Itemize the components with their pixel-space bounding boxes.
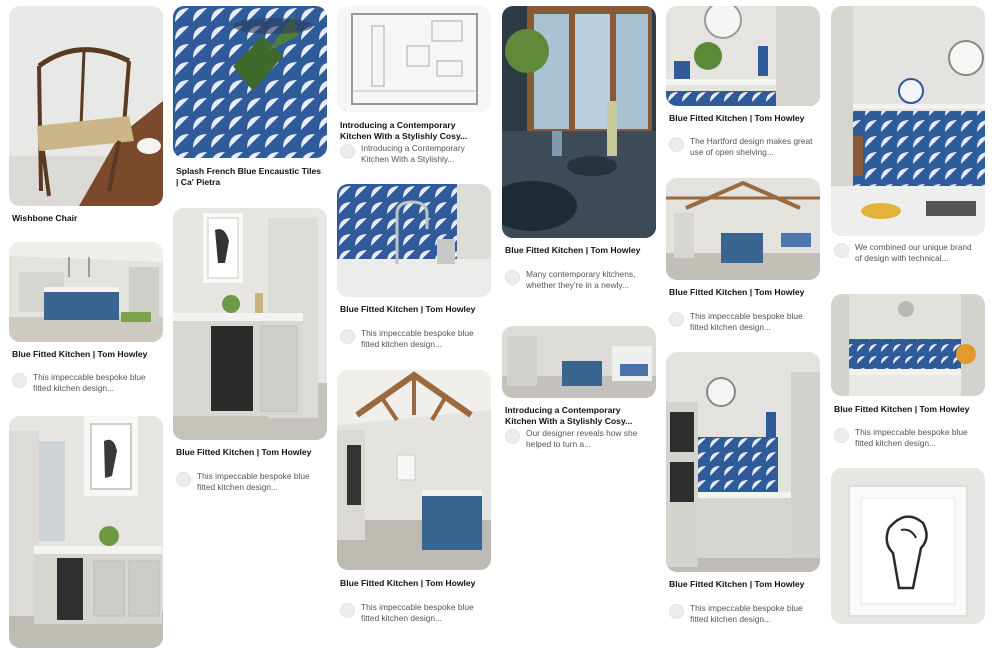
pin-image[interactable] — [502, 326, 656, 398]
pin-title[interactable]: Wishbone Chair — [12, 213, 78, 223]
creator-avatar[interactable] — [505, 429, 520, 444]
pin-description: Many contemporary kitchens, whether they're in a newly... — [526, 269, 636, 290]
creator-avatar[interactable] — [669, 137, 684, 152]
pin-image[interactable] — [9, 416, 163, 648]
pin-description: Our designer reveals how she helped to turn a... — [526, 428, 638, 449]
pin-image[interactable] — [831, 468, 985, 624]
pin-image[interactable] — [173, 208, 327, 440]
pin-description-row — [834, 242, 984, 263]
pin-image[interactable] — [502, 6, 656, 238]
creator-avatar[interactable] — [12, 373, 27, 388]
pin-description: This impeccable bespoke blue fitted kitchen design... — [690, 603, 803, 624]
pin-image[interactable] — [337, 6, 491, 112]
pin-description-row — [669, 136, 819, 157]
pin-description-row — [12, 372, 162, 393]
pin-image[interactable] — [666, 178, 820, 280]
pin-image[interactable] — [831, 294, 985, 396]
pin-description-row — [340, 328, 490, 349]
pin-title[interactable]: Introducing a Contemporary Kitchen With a Stylishly Cosy... — [505, 405, 633, 426]
pin-description-row — [340, 143, 490, 164]
pin-description: This impeccable bespoke blue fitted kitchen design... — [361, 602, 474, 623]
pin-title[interactable]: Blue Fitted Kitchen | Tom Howley — [176, 447, 312, 457]
creator-avatar[interactable] — [505, 270, 520, 285]
pin-description: This impeccable bespoke blue fitted kitchen design... — [361, 328, 474, 349]
pin-title[interactable]: Blue Fitted Kitchen | Tom Howley — [669, 579, 805, 589]
pin-image[interactable] — [831, 6, 985, 236]
creator-avatar[interactable] — [834, 428, 849, 443]
pin-title[interactable]: Blue Fitted Kitchen | Tom Howley — [669, 287, 805, 297]
creator-avatar[interactable] — [834, 243, 849, 258]
pin-image[interactable] — [337, 184, 491, 297]
pin-image[interactable] — [666, 6, 820, 106]
pin-description-row — [834, 427, 984, 448]
pin-title[interactable]: Blue Fitted Kitchen | Tom Howley — [340, 578, 476, 588]
pin-description: This impeccable bespoke blue fitted kitchen design... — [33, 372, 146, 393]
creator-avatar[interactable] — [340, 329, 355, 344]
pin-title[interactable]: Introducing a Contemporary Kitchen With a Stylishly Cosy... — [340, 120, 468, 141]
pin-description-row — [176, 471, 326, 492]
pin-image[interactable] — [337, 370, 491, 570]
pin-description: This impeccable bespoke blue fitted kitchen design... — [855, 427, 968, 448]
creator-avatar[interactable] — [176, 472, 191, 487]
pin-title[interactable]: Blue Fitted Kitchen | Tom Howley — [505, 245, 641, 255]
pin-image[interactable] — [666, 352, 820, 572]
pin-description: We combined our unique brand of design with technical... — [855, 242, 972, 263]
pin-description-row — [505, 269, 655, 290]
pin-description-row — [669, 311, 819, 332]
pin-image[interactable] — [173, 6, 327, 158]
pin-description-row — [669, 603, 819, 624]
pin-image[interactable] — [9, 242, 163, 342]
pin-description: This impeccable bespoke blue fitted kitchen design... — [197, 471, 310, 492]
pin-description-row — [340, 602, 490, 623]
pin-title[interactable]: Blue Fitted Kitchen | Tom Howley — [669, 113, 805, 123]
pin-image[interactable] — [9, 6, 163, 206]
pin-description: The Hartford design makes great use of open shelving... — [690, 136, 813, 157]
creator-avatar[interactable] — [340, 603, 355, 618]
creator-avatar[interactable] — [669, 312, 684, 327]
pin-title[interactable]: Splash French Blue Encaustic Tiles | Ca' Pietra — [176, 166, 322, 187]
creator-avatar[interactable] — [669, 604, 684, 619]
pin-title[interactable]: Blue Fitted Kitchen | Tom Howley — [340, 304, 476, 314]
pin-description: This impeccable bespoke blue fitted kitchen design... — [690, 311, 803, 332]
pin-description: Introducing a Contemporary Kitchen With a Stylishly... — [361, 143, 465, 164]
pin-title[interactable]: Blue Fitted Kitchen | Tom Howley — [834, 404, 970, 414]
creator-avatar[interactable] — [340, 144, 355, 159]
pin-title[interactable]: Blue Fitted Kitchen | Tom Howley — [12, 349, 148, 359]
pin-description-row — [505, 428, 655, 449]
